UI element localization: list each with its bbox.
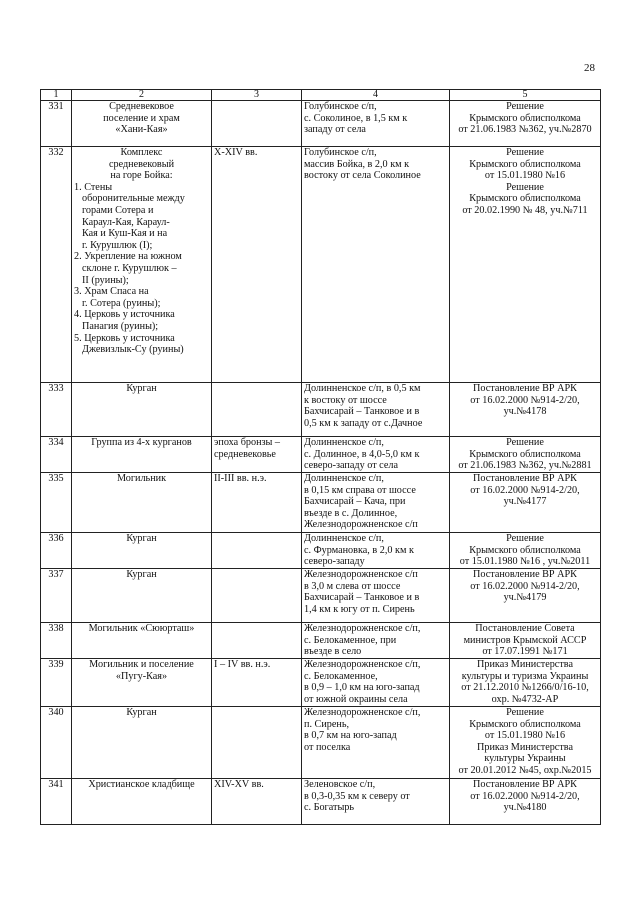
period-line: XIV-XV вв. [214,779,264,790]
period-line: эпоха бронзы – [214,437,281,448]
period-line: II-III вв. н.э. [214,473,267,484]
location-line: в 0,7 км на юго-запад [304,730,397,742]
sub-list-item: г. Курушлюк (I); [82,239,153,251]
cell-document [450,383,601,437]
header-cell: 2 [72,90,212,101]
location-line: Бахчисарай – Кача, при [304,496,406,508]
location-line: с. Белокаменное, при [304,634,397,646]
document-line: уч.№4178 [503,406,547,418]
document-line: от 21.06.1983 №362, уч.№2870 [458,124,592,136]
name-line: Курган [126,533,157,544]
document-line: Решение [506,147,544,158]
location-line: с. Долинное, в 4,0-5,0 км к [304,448,420,460]
document-line: от 20.02.1990 № 48, уч.№711 [462,204,588,216]
document-line: Приказ Министерства [477,659,573,670]
location-line: 0,5 км к западу от с.Дачное [304,417,423,429]
location-line: с. Богатырь [304,802,355,814]
cell-num: 334 [41,437,72,473]
document-line: от 16.02.2000 №914-2/20, [470,580,580,592]
location-line: Железнодорожненское с/п, [304,707,421,718]
cell-document [450,101,601,147]
location-line: от поселка [304,741,351,753]
cell-location [302,533,450,569]
table-row [41,383,601,437]
location-line: в 0,15 км справа от шоссе [304,484,416,496]
location-line: в 0,9 – 1,0 км на юго-запад [304,682,420,694]
cell-name [72,569,212,623]
location-line: в 3,0 м слева от шоссе [304,580,401,592]
name-line: на горе Бойка: [110,170,173,182]
header-cell: 5 [450,90,601,101]
cell-location [302,147,450,383]
document-line: Крымского облисполкома [469,193,581,205]
period-line: средневековье [214,448,276,460]
document-line: уч.№4180 [503,802,547,814]
cell-document [450,779,601,825]
location-line: западу от села [304,124,366,136]
name-line: Курган [126,569,157,580]
cell-document [450,147,601,383]
cell-name [72,533,212,569]
cell-period [212,437,302,473]
header-cell: 1 [41,90,72,101]
cell-period [212,659,302,707]
location-line: Бахчисарай – Танковое и в [304,406,420,418]
document-line: от 16.02.2000 №914-2/20, [470,484,580,496]
location-line: п. Сирень, [304,718,350,730]
document-line: уч.№4177 [503,496,547,508]
document-line: Крымского облисполкома [469,112,581,124]
document-line: от 15.01.1980 №16 [484,170,566,182]
document-line: от 21.12.2010 №1266/0/16-10, [461,682,589,694]
cell-period [212,101,302,147]
cell-name [72,383,212,437]
cell-period [212,569,302,623]
sub-list-item: оборонительные между [82,193,185,205]
cell-num: 341 [41,779,72,825]
sub-list-item: Джевизлык-Су (руины) [82,344,184,356]
location-line: к востоку от шоссе [304,394,387,406]
location-line: Долинненское с/п, [304,437,384,448]
cell-name [72,147,212,383]
document-line: Постановление ВР АРК [473,383,577,394]
location-line: въезде в село [304,646,362,658]
document-line: Решение [506,437,544,448]
location-line: Железнодорожненское с/п [304,519,418,531]
cell-period [212,473,302,533]
document-line: Приказ Министерства [477,741,573,753]
location-line: Долинненское с/п, [304,473,384,484]
sub-list-item: Кая и Куш-Кая и на [82,228,168,240]
cell-document [450,569,601,623]
table-row [41,533,601,569]
document-line: от 21.06.1983 №362, уч.№2881 [458,460,592,472]
cell-name [72,437,212,473]
name-line: Группа из 4-х курганов [91,437,192,448]
table-row [41,623,601,659]
document-line: Крымского облисполкома [469,448,581,460]
document-line: Решение [506,101,544,112]
location-line: 1,4 км к югу от п. Сирень [304,603,415,615]
document-line: Постановление ВР АРК [473,779,577,790]
table-row [41,569,601,623]
document-line: от 20.01.2012 №45, охр.№2015 [458,764,592,776]
location-line: Голубинское с/п, [304,101,377,112]
cell-document [450,437,601,473]
sub-list-item: горами Сотера и [82,204,154,216]
cell-period [212,707,302,779]
cell-num: 340 [41,707,72,779]
sub-list-item: 4. Церковь у источника [74,309,175,321]
cell-location [302,623,450,659]
cell-location [302,659,450,707]
name-line: Могильник [116,473,167,484]
location-line: с. Фурмановка, в 2,0 км к [304,544,414,556]
name-line: Средневековое [109,101,174,112]
cell-num: 335 [41,473,72,533]
cell-document [450,533,601,569]
cell-location [302,569,450,623]
sub-list-item: 5. Церковь у источника [74,332,175,344]
table-row [41,101,601,147]
location-line: от южной окраины села [304,693,408,705]
location-line: северо-западу от села [304,460,398,472]
cell-document [450,623,601,659]
document-line: Постановление Совета [475,623,575,634]
name-line: Могильник и поселение [89,659,194,670]
header-cell: 3 [212,90,302,101]
cell-name [72,779,212,825]
cell-period [212,779,302,825]
document-line: от 16.02.2000 №914-2/20, [470,790,580,802]
cell-period [212,623,302,659]
location-line: Зеленовское с/п, [304,779,376,790]
sub-list-item: Караул-Кая, Караул- [82,216,170,228]
document-line: уч.№4179 [503,592,547,604]
table-row [41,473,601,533]
cell-location [302,437,450,473]
cell-location [302,779,450,825]
cell-num: 336 [41,533,72,569]
cell-location [302,473,450,533]
name-line: средневековый [108,158,175,170]
sub-list-item: 1. Стены [74,181,113,193]
cell-location [302,383,450,437]
location-line: с. Белокаменное, [304,670,378,682]
location-line: Железнодорожненское с/п [304,569,418,580]
cell-period [212,383,302,437]
document-line: Постановление ВР АРК [473,473,577,484]
sub-list-item: 3. Храм Спаса на [74,286,149,298]
sub-list-item: г. Сотера (руины); [82,297,161,309]
document-line: от 15.01.1980 №16 , уч.№2011 [459,556,591,568]
cell-document [450,473,601,533]
location-line: Долинненское с/п, [304,533,384,544]
cell-num: 339 [41,659,72,707]
cell-document [450,707,601,779]
location-line: въезде в с. Долинное, [304,507,398,519]
sub-list-item: II (руины); [82,274,129,286]
name-line: Комплекс [120,147,163,158]
cell-document [450,659,601,707]
sub-list-item: Панагия (руины); [82,320,159,332]
cell-name [72,659,212,707]
table-row [41,707,601,779]
location-line: массив Бойка, в 2,0 км к [304,158,410,170]
cell-num: 331 [41,101,72,147]
name-line: поселение и храм [103,112,180,124]
name-line: Могильник «Сююрташ» [88,623,195,634]
document-line: Крымского облисполкома [469,158,581,170]
header-cell: 4 [302,90,450,101]
location-line: Долинненское с/п, в 0,5 км [304,383,421,394]
document-line: Решение [506,181,544,193]
table-row [41,437,601,473]
name-line: Курган [126,707,157,718]
table-row [41,779,601,825]
cell-num: 333 [41,383,72,437]
document-line: Крымского облисполкома [469,718,581,730]
location-line: Бахчисарай – Танковое и в [304,592,420,604]
cell-location [302,707,450,779]
location-line: в 0,3-0,35 км к северу от [304,790,410,802]
period-line: X-XIV вв. [214,147,258,158]
document-line: Решение [506,707,544,718]
header-row [41,90,601,101]
document-line: охр. №4732-АР [491,693,559,705]
cell-name [72,623,212,659]
location-line: востоку от села Соколиное [304,170,421,182]
location-line: северо-западу [304,556,365,568]
name-line: «Хани-Кая» [115,124,168,136]
document-line: от 15.01.1980 №16 [484,730,566,742]
monuments-table [40,89,601,825]
document-line: министров Крымской АССР [463,634,587,646]
location-line: Железнодорожненское с/п, [304,659,421,670]
cell-num: 338 [41,623,72,659]
sub-list [74,182,209,356]
sub-list-item: склоне г. Курушлюк – [82,262,177,274]
location-line: Голубинское с/п, [304,147,377,158]
table-row [41,659,601,707]
cell-period [212,147,302,383]
document-line: Крымского облисполкома [469,544,581,556]
table-row [41,147,601,383]
location-line: Железнодорожненское с/п, [304,623,421,634]
location-line: с. Соколиное, в 1,5 км к [304,112,408,124]
document-line: от 17.07.1991 №171 [482,646,568,658]
document-line: Решение [506,533,544,544]
cell-location [302,101,450,147]
cell-num: 337 [41,569,72,623]
cell-num: 332 [41,147,72,383]
document-line: культуры Украины [484,753,566,765]
name-line: Христианское кладбище [88,779,195,790]
cell-name [72,707,212,779]
document-line: от 16.02.2000 №914-2/20, [470,394,580,406]
sub-list-item: 2. Укрепление на южном [74,251,182,263]
name-line: «Пугу-Кая» [115,670,168,682]
document-line: Постановление ВР АРК [473,569,577,580]
period-line: I – IV вв. н.э. [214,659,271,670]
cell-name [72,473,212,533]
document-line: культуры и туризма Украины [461,670,589,682]
page-number: 28 [584,62,595,74]
name-line: Курган [126,383,157,394]
cell-name [72,101,212,147]
cell-period [212,533,302,569]
